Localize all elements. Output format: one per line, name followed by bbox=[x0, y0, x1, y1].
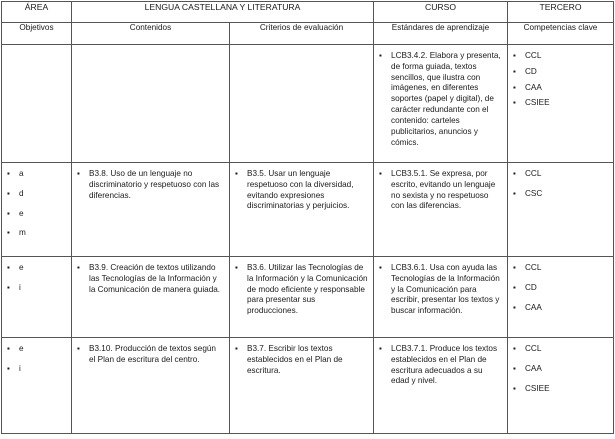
estandares-header: Estándares de aprendizaje bbox=[374, 23, 508, 45]
competencia-item: ▪ CSIEE bbox=[513, 98, 608, 109]
course-value: TERCERO bbox=[508, 2, 614, 23]
competencia-item: ▪ CCL bbox=[513, 169, 608, 180]
competencia-item: ▪ CCL bbox=[513, 344, 608, 355]
contenido-cell bbox=[72, 45, 230, 163]
competencia-item: ▪ CAA bbox=[513, 303, 608, 314]
competencias-cell bbox=[508, 163, 614, 257]
estandar-cell bbox=[374, 338, 508, 434]
criterio-cell bbox=[230, 163, 374, 257]
objetivo-item: ▪ m bbox=[7, 228, 66, 239]
header-row bbox=[2, 2, 614, 23]
competencia-item: ▪ CSIEE bbox=[513, 384, 608, 395]
estandar-text: ▪ LCB3.5.1. Se expresa, por escrito, evitando un lenguaje no sexista y no respetuoso con las diferencias. bbox=[379, 169, 502, 212]
estandar-cell bbox=[374, 45, 508, 163]
contenido-text: ▪ B3.10. Producción de textos según el Plan de escritura del centro. bbox=[77, 344, 224, 366]
estandar-cell bbox=[374, 163, 508, 257]
objetivos-cell bbox=[2, 257, 72, 338]
criterios-header: Criterios de evaluación bbox=[230, 23, 374, 45]
competencia-item: ▪ CCL bbox=[513, 263, 608, 274]
estandar-cell bbox=[374, 257, 508, 338]
objetivos-cell bbox=[2, 163, 72, 257]
objetivos-cell bbox=[2, 338, 72, 434]
criterio-text: ▪ B3.6. Utilizar las Tecnologías de la Información y la Comunicación de modo eficiente y responsable para presentar sus producciones. bbox=[235, 263, 368, 317]
contenido-text: ▪ B3.8. Uso de un lenguaje no discriminatorio y respetuoso con las diferencias. bbox=[77, 169, 224, 201]
estandar-text: ▪ LCB3.7.1. Produce los textos establecidos en el Plan de escritura adecuados a su edad y nivel. bbox=[379, 344, 502, 387]
contenido-cell bbox=[72, 163, 230, 257]
objetivo-item: ▪ i bbox=[7, 283, 66, 294]
competencia-item: ▪ CD bbox=[513, 67, 608, 78]
competencia-item: ▪ CAA bbox=[513, 83, 608, 94]
competencias-cell bbox=[508, 338, 614, 434]
criterio-cell bbox=[230, 338, 374, 434]
competencia-item: ▪ CCL bbox=[513, 51, 608, 62]
objetivo-item: ▪ i bbox=[7, 364, 66, 375]
course-label: CURSO bbox=[374, 2, 508, 23]
table-row bbox=[2, 338, 614, 434]
competencia-item: ▪ CD bbox=[513, 283, 608, 294]
table-row bbox=[2, 45, 614, 163]
criterio-cell bbox=[230, 45, 374, 163]
objetivo-item: ▪ a bbox=[7, 169, 66, 180]
subheader-row bbox=[2, 23, 614, 45]
criterio-text: ▪ B3.7. Escribir los textos establecidos en el Plan de escritura. bbox=[235, 344, 368, 376]
area-header: ÁREA bbox=[2, 2, 72, 23]
objetivo-item: ▪ e bbox=[7, 209, 66, 220]
objetivo-item: ▪ d bbox=[7, 189, 66, 200]
objetivos-header: Objetivos bbox=[2, 23, 72, 45]
table-row bbox=[2, 163, 614, 257]
curriculum-table bbox=[1, 1, 614, 434]
estandar-text: ▪ LCB3.4.2. Elabora y presenta, de forma guiada, textos sencillos, que ilustra con imágenes, en diferentes soportes (papel y digital), de carácter redundante con el contenido: carteles publicitarios, anuncios y cómics. bbox=[379, 51, 502, 148]
objetivos-cell bbox=[2, 45, 72, 163]
contenido-text: ▪ B3.9. Creación de textos utilizando las Tecnologías de la Información y la Comunicación de manera guiada. bbox=[77, 263, 224, 295]
estandar-text: ▪ LCB3.6.1. Usa con ayuda las Tecnologías de la Información y la Comunicación para escribir, presentar los textos y buscar información. bbox=[379, 263, 502, 317]
competencias-cell bbox=[508, 257, 614, 338]
contenidos-header: Contenidos bbox=[72, 23, 230, 45]
competencias-header: Competencias clave bbox=[508, 23, 614, 45]
contenido-cell bbox=[72, 338, 230, 434]
contenido-cell bbox=[72, 257, 230, 338]
criterio-text: ▪ B3.5. Usar un lenguaje respetuoso con la diversidad, evitando expresiones discriminatorias y perjuicios. bbox=[235, 169, 368, 212]
objetivo-item: ▪ e bbox=[7, 344, 66, 355]
criterio-cell bbox=[230, 257, 374, 338]
subject-header: LENGUA CASTELLANA Y LITERATURA bbox=[72, 2, 374, 23]
competencias-cell bbox=[508, 45, 614, 163]
competencia-item: ▪ CAA bbox=[513, 364, 608, 375]
competencia-item: ▪ CSC bbox=[513, 189, 608, 200]
objetivo-item: ▪ e bbox=[7, 263, 66, 274]
table-row bbox=[2, 257, 614, 338]
